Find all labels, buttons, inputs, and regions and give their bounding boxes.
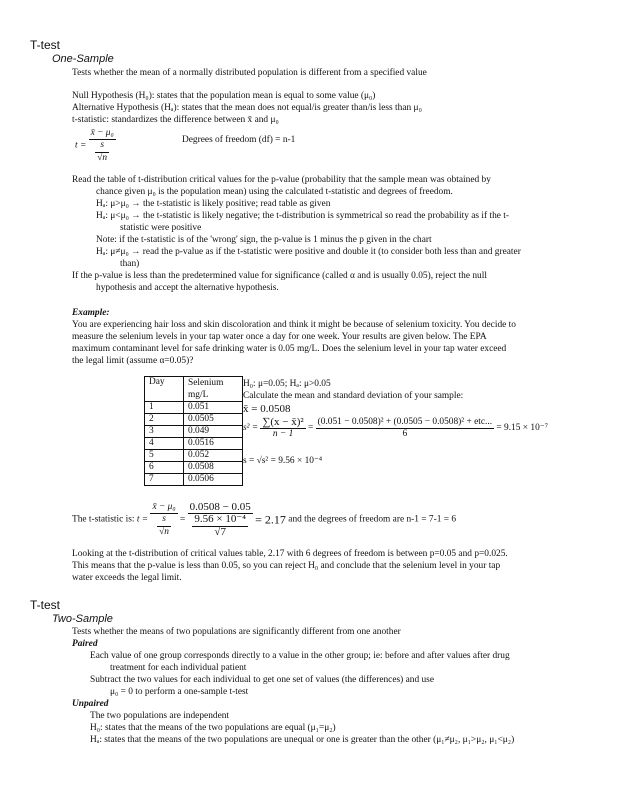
table-row (145, 450, 243, 462)
t-calc-num-2: 0.0508 − 0.05 (189, 501, 251, 513)
example-label: Example: (72, 308, 110, 318)
reject-null-1: If the p-value is less than the predetermined value for significance (called α and is usually 0.05), reject the null (72, 271, 487, 281)
t-formula-den-top: s (95, 140, 109, 152)
paired-text-2: treatment for each individual patient (110, 663, 247, 673)
t-formula-num: x̄ − μ₀ (89, 128, 116, 140)
t-formula (75, 128, 116, 164)
example-hypotheses: H₀: μ=0.05; Hₐ: μ>0.05 (243, 379, 331, 389)
table-cell-selenium: 0.0516 (184, 438, 243, 450)
t-calc-den-bot: √n (159, 526, 169, 537)
table-row (145, 438, 243, 450)
t-statistic-def: t-statistic: standardizes the difference between x̄ and μ₀ (72, 115, 279, 125)
t-calc-frac-1 (150, 502, 177, 538)
paired-text-3: Subtract the two values for each individual to get one set of values (the differences) and use (90, 675, 434, 685)
conclusion-2: This means that the p-value is less than 0.05, so you can reject H₀ and conclude that the selenium level in your tap (72, 561, 501, 571)
unpaired-text-1: The two populations are independent (90, 711, 230, 721)
example-text-4: the legal limit (assume α=0.05)? (72, 356, 194, 366)
t-calc-den2-bot: √7 (214, 525, 226, 538)
table-header-row (145, 377, 243, 402)
t-calc-label: The t-statistic is: (72, 514, 135, 525)
degrees-of-freedom: Degrees of freedom (df) = n-1 (182, 135, 296, 145)
table-row (145, 462, 243, 474)
variance-num: ∑(x − x̄)² (262, 416, 304, 428)
ha-greater: Hₐ: μ>μ₀ → the t-statistic is likely positive; read table as given (96, 199, 331, 209)
section-title-two-sample: T-test (30, 598, 61, 612)
table-header-day: Day (145, 377, 184, 402)
sample-mean: x̄ = 0.0508 (243, 403, 291, 415)
table-cell-selenium: 0.0508 (184, 462, 243, 474)
variance-frac (260, 417, 305, 441)
unpaired-text-2: H₀: states that the means of the two populations are equal (μ₁=μ₂) (90, 723, 336, 733)
table-cell-day: 3 (145, 426, 184, 438)
table-cell-day: 6 (145, 462, 184, 474)
read-table-1: Read the table of t-distribution critical values for the p-value (probability that the sample mean was obtained by (72, 175, 491, 185)
calc-instructions: Calculate the mean and standard deviation of your sample: (243, 391, 464, 401)
variance-result: = 9.15 × 10⁻⁷ (496, 423, 548, 434)
t-calc-den-top: s (157, 514, 171, 526)
example-text-2: measure the selenium levels in your tap water once a day for one week. Your results are given below. The EPA (72, 332, 487, 342)
table-cell-selenium: 0.0505 (184, 414, 243, 426)
table-cell-selenium: 0.051 (184, 402, 243, 414)
variance-den-2: 6 (402, 429, 408, 440)
t-calc-dof: and the degrees of freedom are n-1 = 7-1 = 6 (288, 514, 457, 525)
unpaired-label: Unpaired (72, 699, 109, 709)
unpaired-text-3: Hₐ: states that the means of the two populations are unequal or one is greater than the other (μ₁≠μ₂, μ₁>μ₂, μ₁<μ₂) (90, 735, 515, 745)
table-cell-day: 7 (145, 474, 184, 486)
wrong-sign-note: Note: if the t-statistic is of the 'wrong' sign, the p-value is 1 minus the p given in the chart (96, 235, 432, 245)
t-calc-den (150, 514, 177, 538)
conclusion-3: water exceeds the legal limit. (72, 573, 182, 583)
ha-not-equal-1: Hₐ: μ≠μ₀ → read the p-value as if the t-statistic were positive and double it (to consider both less than and greater (96, 247, 521, 257)
section-title-one-sample: T-test (30, 38, 61, 52)
t-calc-frac-2 (188, 502, 253, 538)
t-calc-eq: = (179, 514, 186, 525)
table-row (145, 474, 243, 486)
example-text-3: maximum contaminant level for safe drinking water is 0.05 mg/L. Does the selenium level in your tap water exceed (72, 344, 507, 354)
subtitle-two-sample: Two-Sample (52, 613, 113, 625)
variance-formula (243, 417, 548, 441)
one-sample-intro: Tests whether the mean of a normally distributed population is different from a specified value (72, 68, 427, 78)
reject-null-2: hypothesis and accept the alternative hypothesis. (96, 283, 279, 293)
t-formula-fraction (89, 128, 116, 164)
ha-not-equal-2: than) (120, 259, 140, 269)
conclusion-1: Looking at the t-distribution of critical values table, 2.17 with 6 degrees of freedom is between p=0.05 and p=0.025. (72, 549, 508, 559)
selenium-table (144, 376, 243, 486)
two-sample-intro: Tests whether the means of two populations are significantly different from one another (72, 627, 401, 637)
table-cell-selenium: 0.0506 (184, 474, 243, 486)
t-formula-lhs: t = (75, 140, 87, 151)
example-text-1: You are experiencing hair loss and skin discoloration and think it might be because of selenium toxicity. You decide to (72, 320, 516, 330)
t-calc-den2-top: 9.56 × 10⁻⁴ (194, 513, 246, 526)
read-table-2: chance given μ₀ is the population mean) using the calculated t-statistic and degrees of freedom. (96, 187, 453, 197)
variance-eq: = (308, 423, 314, 434)
t-calc-result: = 2.17 (255, 512, 286, 527)
table-row (145, 414, 243, 426)
subtitle-one-sample: One-Sample (52, 53, 114, 65)
table-cell-day: 2 (145, 414, 184, 426)
variance-frac-2 (316, 417, 494, 441)
null-hypothesis: Null Hypothesis (H₀): states that the population mean is equal to some value (μ₀) (72, 91, 376, 101)
t-formula-den-bot: √n (97, 152, 108, 163)
table-cell-selenium: 0.052 (184, 450, 243, 462)
variance-num-2: (0.051 − 0.0508)² + (0.0505 − 0.0508)² + etc... (316, 417, 494, 429)
paired-text-4: μ₀ = 0 to perform a one-sample t-test (110, 687, 249, 697)
t-formula-den (89, 140, 116, 164)
ha-less-2: statistic were positive (120, 223, 202, 233)
t-calc (72, 502, 456, 538)
t-calc-den-2 (188, 514, 253, 538)
table-cell-day: 1 (145, 402, 184, 414)
paired-text-1: Each value of one group corresponds directly to a value in the other group; ie: before and after values after drug (90, 651, 510, 661)
table-row (145, 402, 243, 414)
table-cell-day: 5 (145, 450, 184, 462)
table-cell-selenium: 0.049 (184, 426, 243, 438)
standard-deviation: s = √s² = 9.56 × 10⁻⁴ (243, 456, 323, 466)
table-header-selenium: Selenium mg/L (184, 377, 243, 402)
variance-lhs: s² = (243, 423, 259, 434)
t-calc-num: x̄ − μ₀ (150, 502, 177, 514)
variance-den: n − 1 (272, 429, 294, 440)
paired-label: Paired (72, 639, 98, 649)
ha-less-1: Hₐ: μ<μ₀ → the t-statistic is likely negative; the t-distribution is symmetrical so read the probability as if the t- (96, 211, 510, 221)
t-calc-lhs: t = (136, 514, 149, 525)
table-cell-day: 4 (145, 438, 184, 450)
alt-hypothesis: Alternative Hypothesis (Hₐ): states that the mean does not equal/is greater than/is less than μ₀ (72, 103, 422, 113)
table-row (145, 426, 243, 438)
